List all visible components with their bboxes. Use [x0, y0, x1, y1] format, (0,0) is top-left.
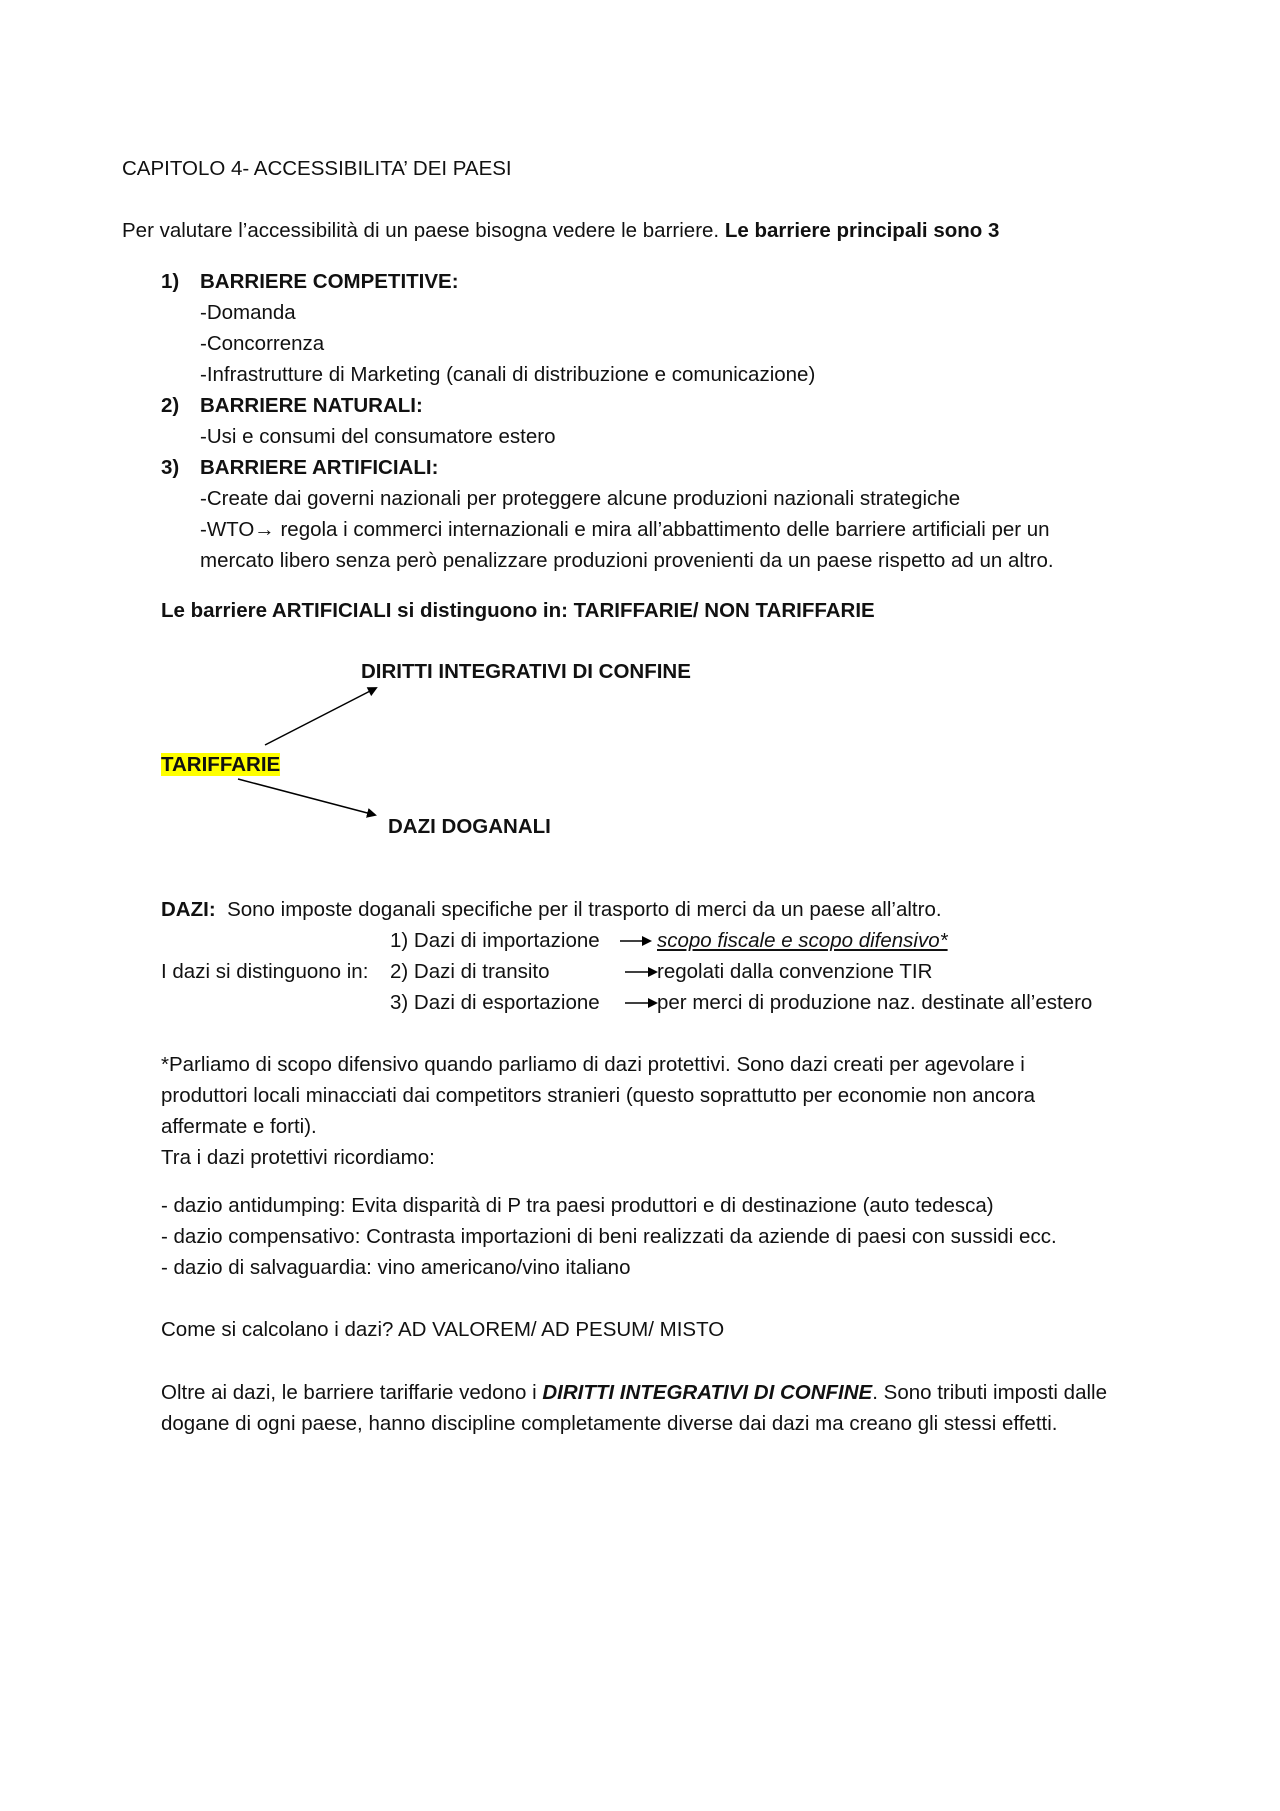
dazi-type-desc: per merci di produzione naz. destinate all’estero — [657, 991, 1093, 1014]
arrow-to-diritti — [265, 688, 376, 745]
note-line: Tra i dazi protettivi ricordiamo: — [161, 1146, 435, 1169]
dazi-definition — [161, 894, 942, 925]
dazi-type-desc: scopo fiscale e scopo difensivo* — [657, 929, 948, 952]
list-number: 1) — [161, 270, 180, 293]
protective-item: - dazio compensativo: Contrasta importazioni di beni realizzati da aziende di paesi con sussidi ecc. — [161, 1225, 1057, 1248]
list-number: 3) — [161, 456, 180, 479]
closing-emph: DIRITTI INTEGRATIVI DI CONFINE — [542, 1381, 873, 1404]
closing-line-1 — [161, 1377, 1107, 1408]
list-item: -Usi e consumi del consumatore estero — [200, 425, 556, 448]
dazi-type: 2) Dazi di transito — [390, 960, 550, 983]
list-item: -Domanda — [200, 301, 296, 324]
closing-after: . Sono tributi imposti dalle — [872, 1381, 1107, 1404]
calc-question: Come si calcolano i dazi? AD VALOREM/ AD PESUM/ MISTO — [161, 1318, 725, 1341]
page-title: CAPITOLO 4- ACCESSIBILITA’ DEI PAESI — [122, 157, 512, 180]
list-item: -Create dai governi nazionali per proteggere alcune produzioni nazionali strategiche — [200, 487, 961, 510]
dazi-definition-text: Sono imposte doganali specifiche per il trasporto di merci da un paese all’altro. — [227, 898, 942, 921]
intro-bold: Le barriere principali sono 3 — [724, 219, 1000, 242]
wto-text: regola i commerci internazionali e mira all’abbattimento delle barriere artificiali per un — [274, 518, 1050, 541]
protective-item: - dazio antidumping: Evita disparità di P tra paesi produttori e di destinazione (auto tedesca) — [161, 1194, 994, 1217]
note-line: *Parliamo di scopo difensivo quando parliamo di dazi protettivi. Sono dazi creati per agevolare i — [161, 1053, 1025, 1076]
artificial-heading: Le barriere ARTIFICIALI si distinguono in: TARIFFARIE/ NON TARIFFARIE — [161, 599, 875, 622]
wto-line-2: mercato libero senza però penalizzare produzioni provenienti da un paese rispetto ad un altro. — [200, 549, 1054, 572]
list-item: -Infrastrutture di Marketing (canali di distribuzione e comunicazione) — [200, 363, 816, 386]
tariffarie-highlight: TARIFFARIE — [161, 753, 281, 776]
diagram-bottom-label: DAZI DOGANALI — [388, 815, 551, 838]
dazi-type: 1) Dazi di importazione — [390, 929, 600, 952]
barrier-label: BARRIERE ARTIFICIALI: — [200, 456, 439, 479]
arrow-to-dazi — [238, 779, 375, 815]
right-arrow-icon: → — [254, 518, 275, 541]
protective-item: - dazio di salvaguardia: vino americano/vino italiano — [161, 1256, 631, 1279]
list-number: 2) — [161, 394, 180, 417]
closing-before: Oltre ai dazi, le barriere tariffarie vedono i — [161, 1381, 543, 1404]
note-line: produttori locali minacciati dai competitors stranieri (questo soprattutto per economie non ancora — [161, 1084, 1035, 1107]
dazi-type: 3) Dazi di esportazione — [390, 991, 600, 1014]
barrier-label: BARRIERE COMPETITIVE: — [200, 270, 459, 293]
list-item: -Concorrenza — [200, 332, 325, 355]
barrier-label: BARRIERE NATURALI: — [200, 394, 423, 417]
dazi-distinguish-label: I dazi si distinguono in: — [161, 960, 369, 983]
diagram-top-label: DIRITTI INTEGRATIVI DI CONFINE — [361, 660, 691, 683]
wto-prefix: -WTO — [200, 518, 255, 541]
dazi-label: DAZI: — [161, 898, 216, 921]
note-line: affermate e forti). — [161, 1115, 317, 1138]
intro-text: Per valutare l’accessibilità di un paese bisogna vedere le barriere. — [122, 219, 720, 242]
dazi-type-desc: regolati dalla convenzione TIR — [657, 960, 933, 983]
closing-line-2: dogane di ogni paese, hanno discipline completamente diverse dai dazi ma creano gli stessi effetti. — [161, 1412, 1058, 1435]
